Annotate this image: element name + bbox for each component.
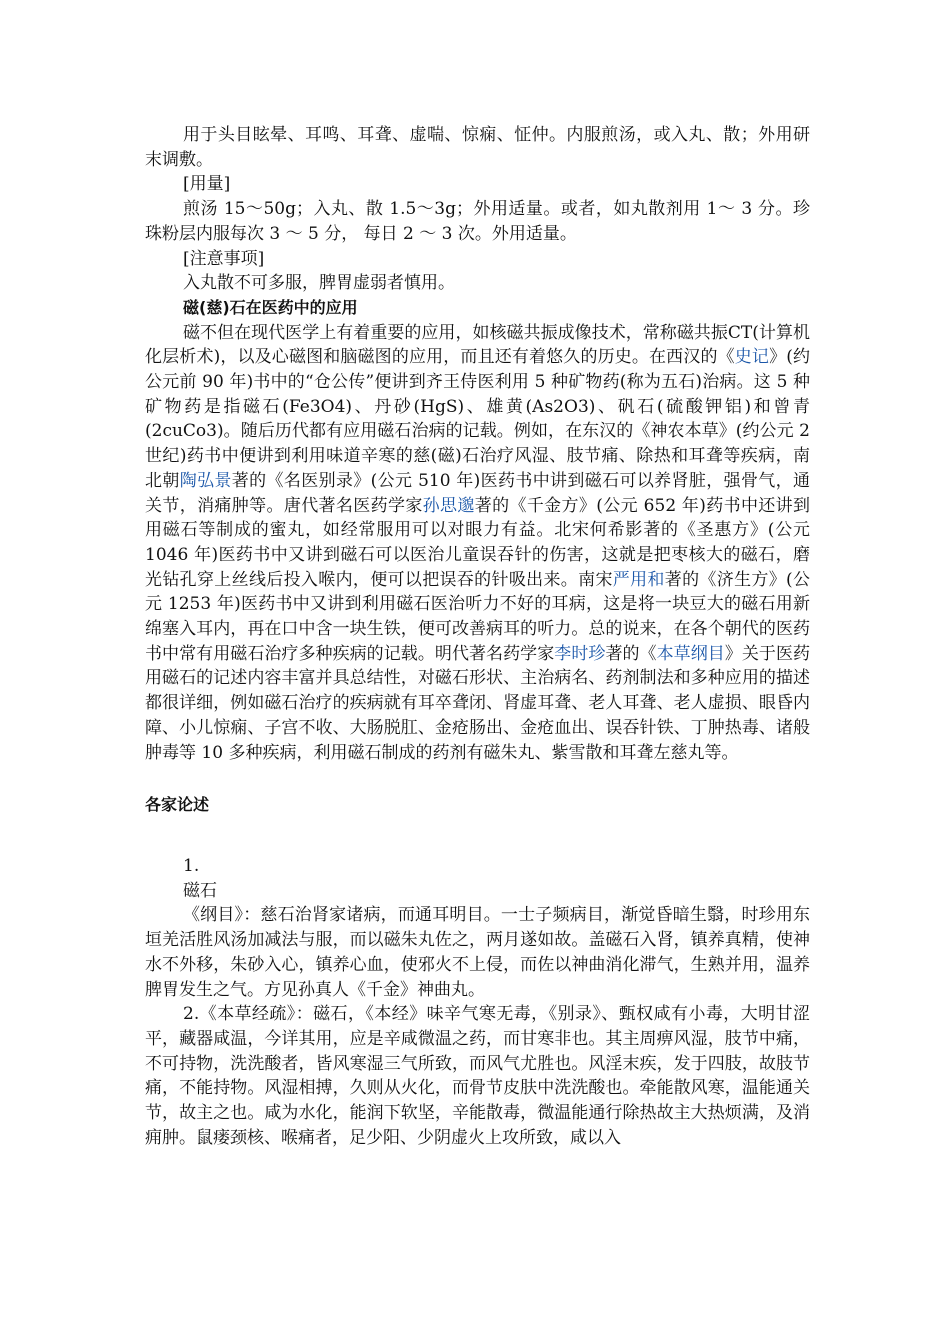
link-sun-simiao[interactable]: 孙思邈 <box>422 495 475 516</box>
usage-paragraph: 用于头目眩晕、耳鸣、耳聋、虚喘、惊痫、怔仲。内服煎汤，或入丸、散；外用研末调敷。 <box>145 125 810 170</box>
caution-paragraph: 入丸散不可多服，脾胃虚弱者慎用。 <box>183 273 455 294</box>
dosage-label: [用量] <box>183 174 231 195</box>
application-text-7: 》关于医药用磁石的记述内容丰富并具总结性，对磁石形状、主治病名、药剂制法和多种应用的描述都很详细，例如磁石治疗的疾病就有耳卒聋闭、肾虚耳聋、老人耳聋、老人虚损、眼昏内障、小儿惊痫、子宫不收、大肠脱肛、金疮肠出、金疮血出、误吞针铁、丁肿热毒、诸般肿毒等 10 多种疾病，利用磁石制成的药剂有磁朱丸、紫雪散和耳聋左慈丸等。 <box>145 643 811 763</box>
application-text-2: 》(约公元前 90 年)书中的“仓公传”便讲到齐王侍医利用 5 种矿物药(称为五石)治病。这 5 种矿物药是指磁石(Fe3O4)、丹砂(HgS)、雄黄(As2O3)、矾石(硫酸钾铝)和曾青(2cuCo3)。随后历代都有应用磁石治病的记载。例如，在东汉的《神农本草》(约公元 2 世纪)药书中便讲到利用味道辛寒的慈(磁)石治疗风湿、肢节痛、除热和耳聋等疾病，南北朝 <box>145 347 810 491</box>
application-text-3: 著的《名医别录》(公元 510 年)医药书中讲到磁石可以养肾脏，强骨气，通关节，消痛肿等。唐代著名医药学家 <box>145 470 811 516</box>
link-tao-hongjing[interactable]: 陶弘景 <box>179 470 232 491</box>
application-text-1: 磁不但在现代医学上有着重要的应用，如核磁共振成像技术，常称磁共振CT(计算机化层析术)，以及心磁图和脑磁图的应用，而且还有着悠久的历史。在西汉的《 <box>145 322 810 368</box>
application-heading: 磁(慈)石在医药中的应用 <box>183 297 358 317</box>
commentary-item1-title: 磁石 <box>183 880 217 901</box>
link-yan-yonghe[interactable]: 严用和 <box>612 569 665 590</box>
link-bencao-gangmu[interactable]: 本草纲目 <box>656 643 725 664</box>
link-li-shizhen[interactable]: 李时珍 <box>554 643 606 664</box>
link-shiji[interactable]: 史记 <box>734 347 770 368</box>
commentary-item1-text: 《纲目》：慈石治肾家诸病，而通耳明目。一士子频病目，渐觉昏暗生翳，时珍用东垣羌活胜风汤加减法与服，而以磁朱丸佐之，两月遂如故。盖磁石入肾，镇养真精，使神水不外移，朱砂入心，镇养心血，使邪火不上侵，而佐以神曲消化滞气，生熟并用，温养脾胃发生之气。方见孙真人《千金》神曲丸。 <box>145 905 810 1000</box>
dosage-paragraph: 煎汤 15～50g；入丸、散 1.5～3g；外用适量。或者，如丸散剂用 1～ 3 分。珍珠粉层内服每次 3 ～ 5 分， 每日 2 ～ 3 次。外用适量。 <box>145 199 810 244</box>
commentary-item1-number: 1. <box>183 855 200 876</box>
application-text-4: 著的《千金方》(公元 652 年)药书中还讲到用磁石等制成的蜜丸，如经常服用可以对眼力有益。北宋何希影著的《圣惠方》(公元 1046 年)医药书中又讲到磁石可以医治儿童误吞针的伤害，这就是把枣核大的磁石，磨光钻孔穿上丝线后投入喉内，便可以把误吞的针吸出来。南宋 <box>145 495 811 590</box>
commentary-heading: 各家论述 <box>145 795 210 815</box>
application-text-6: 著的《 <box>605 643 657 664</box>
commentary-item2-text: 2.《本草经疏》：磁石，《本经》味辛气寒无毒，《别录》、甄权咸有小毒，大明甘涩平，藏器咸温，今详其用，应是辛咸微温之药，而甘寒非也。其主周痹风湿，肢节中痛，不可持物，洗洗酸者，皆风寒湿三气所致，而风气尤胜也。风淫末疾，发于四肢，故肢节痛，不能持物。风湿相搏，久则从火化，而骨节皮肤中洗洗酸也。牵能散风寒，温能通关节，故主之也。咸为水化，能润下软坚，辛能散毒，微温能通行除热故主大热烦满，及消痈肿。鼠瘘颈核、喉痛者，足少阳、少阴虚火上攻所致，咸以入 <box>145 1004 810 1148</box>
application-paragraph <box>145 321 810 766</box>
caution-label: [注意事项] <box>183 248 265 269</box>
document-page <box>145 123 810 1150</box>
application-text-5: 著的《济生方》(公元 1253 年)医药书中又讲到利用磁石医治听力不好的耳病，这是将一块豆大的磁石用新绵塞入耳内，再在口中含一块生铁，便可改善病耳的听力。总的说来，在各个朝代的医药书中常有用磁石治疗多种疾病的记载。明代著名药学家 <box>145 569 810 664</box>
